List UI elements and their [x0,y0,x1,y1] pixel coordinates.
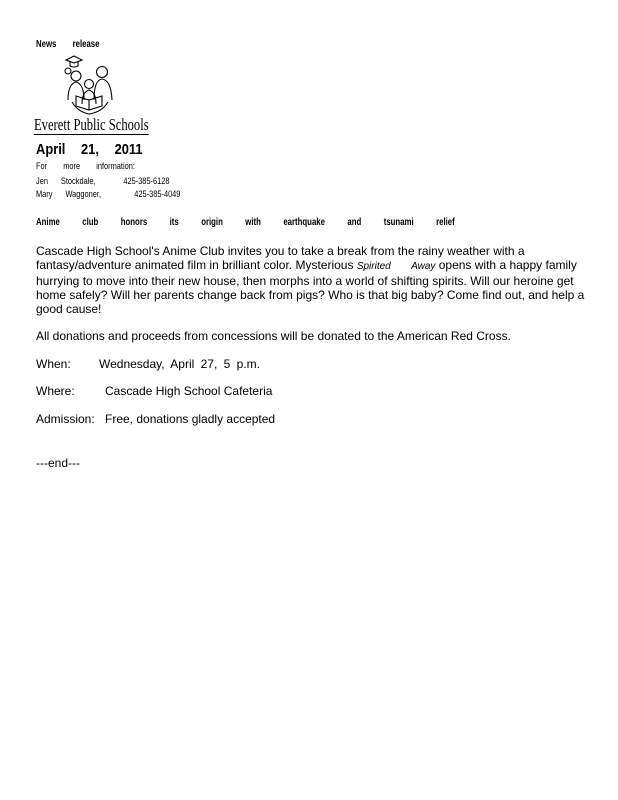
film-title: Spirited Away [356,261,436,272]
contact-intro: For more information: [36,161,135,172]
admission-label: Admission: [36,412,95,426]
news-release-label: News release [36,39,100,50]
where-row [36,384,273,398]
release-date: April 21, 2011 [36,141,143,158]
contact-name: Jen Stockdale, [36,176,96,187]
family-reading-icon [54,52,144,116]
when-row [36,357,260,371]
body-paragraph-2: All donations and proceeds from concessions will be donated to the American Red Cross. [36,329,511,343]
contact-phone: 425-385-6128 [123,176,170,187]
admission-row [36,412,276,426]
when-label: When: [36,357,71,371]
when-value: Wednesday, April 27, 5 p.m. [99,357,260,371]
paragraph-text: Cascade High School's Anime Club invites you to take a break from the rainy weather with a fantasy/adventure animated film in brilliant color. Mysterious [36,244,525,272]
contact-phone: 425-385-4049 [134,189,181,200]
where-label: Where: [36,384,75,398]
headline: Anime club honors its origin with earthquake and tsunami relief [36,217,455,228]
admission-value: Free, donations gladly accepted [105,412,276,426]
contact-row [36,189,181,200]
where-value: Cascade High School Cafeteria [105,384,273,398]
contact-row [36,176,170,187]
school-logo [34,52,149,140]
paragraph-text: opens with a happy family hurrying to move into their new house, then morphs into a world of shifting spirits. Will our heroine get home safely? Will her parents change back from pigs? Who is that big baby? Come find out, and help a good cause! [36,258,585,316]
logo-wordmark: Everett Public Schools [34,115,149,134]
end-marker: ---end--- [36,456,80,470]
contact-name: Mary Waggoner, [36,189,102,200]
body-paragraph-1 [36,244,596,316]
